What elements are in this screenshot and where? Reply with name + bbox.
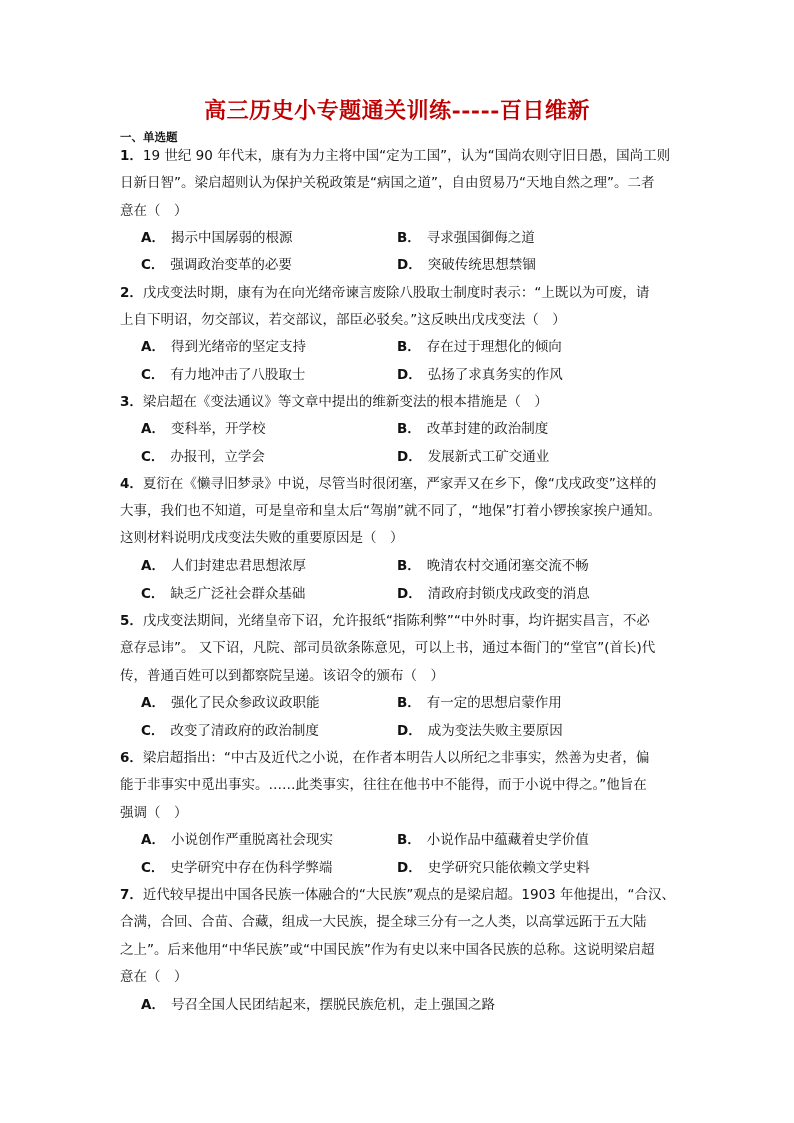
question-1-line-1: 1．19 世纪 90 年代末，康有为力主将中国“定为工国”，认为“国尚农则守旧日愚，国尚工则 (120, 148, 671, 164)
option-a: A． 强化了民众参政议政职能 (141, 695, 320, 711)
option-b: B． 寻求强国御侮之道 (397, 230, 535, 246)
question-6-line-1: 6．梁启超指出：“中古及近代之小说，在作者本明告人以所纪之非事实，然善为史者，偏 (120, 750, 650, 766)
question-7-line-3: 之上”。后来他用“中华民族”或“中国民族”作为有史以来中国各民族的总称。这说明梁启超 (120, 942, 655, 958)
option-c: C． 史学研究中存在伪科学弊端 (141, 860, 333, 876)
question-6-line-3: 强调（ ） (120, 805, 188, 821)
option-c: C． 改变了清政府的政治制度 (141, 723, 319, 739)
option-d: D． 突破传统思想禁锢 (397, 257, 536, 273)
question-number: 5． (120, 613, 143, 629)
question-5-line-3: 传，普通百姓可以到都察院呈递。该诏令的颁布（ ） (120, 668, 444, 684)
question-2-line-2: 上自下明诏，勿交部议，若交部议，部臣必驳矣。”这反映出戊戌变法（ ） (120, 312, 566, 328)
question-7-line-2: 合满，合回、合苗、合藏，组成一大民族，提全球三分有一之人类，以高掌远跖于五大陆 (120, 914, 647, 930)
question-1-line-2: 日新日智”。梁启超则认为保护关税政策是“病国之道”，自由贸易乃“天地自然之理”。二者 (120, 175, 655, 191)
option-b: B． 改革封建的政治制度 (397, 421, 549, 437)
option-c: C． 缺乏广泛社会群众基础 (141, 586, 306, 602)
option-a: A． 得到光绪帝的坚定支持 (141, 339, 306, 355)
question-number: 3． (120, 394, 143, 410)
option-a: A． 人们封建忠君思想浓厚 (141, 558, 306, 574)
question-3-line-1: 3．梁启超在《变法通议》等文章中提出的维新变法的根本措施是（ ） (120, 394, 548, 410)
option-a: A． 小说创作严重脱离社会现实 (141, 832, 333, 848)
question-4-line-2: 大事，我们也不知道，可是皇帝和皇太后“驾崩”就不同了，“地保”打着小锣挨家挨户通知。 (120, 503, 661, 519)
question-4-line-3: 这则材料说明戊戌变法失败的重要原因是（ ） (120, 530, 404, 546)
question-number: 4． (120, 476, 143, 492)
question-5-line-2: 意存忌讳”。 又下诏，凡院、部司员欲条陈意见，可以上书，通过本衙门的“堂官”(首长)代 (120, 640, 656, 656)
option-d: D． 发展新式工矿交通业 (397, 449, 550, 465)
question-2-line-1: 2．戊戌变法时期，康有为在向光绪帝谏言废除八股取士制度时表示：“上既以为可废，请 (120, 285, 650, 301)
option-b: B． 晚清农村交通闭塞交流不畅 (397, 558, 589, 574)
option-d: D． 史学研究只能依赖文学史料 (397, 860, 590, 876)
question-number: 1． (120, 148, 143, 164)
option-d: D． 成为变法失败主要原因 (397, 723, 563, 739)
option-c: C． 强调政治变革的必要 (141, 257, 292, 273)
option-b: B． 小说作品中蕴藏着史学价值 (397, 832, 589, 848)
option-c: C． 有力地冲击了八股取士 (141, 367, 306, 383)
question-number: 6． (120, 750, 143, 766)
option-c: C． 办报刊，立学会 (141, 449, 265, 465)
question-6-line-2: 能于非事实中觅出事实。……此类事实，往往在他书中不能得，而于小说中得之。”他旨在 (120, 777, 647, 793)
option-b: B． 存在过于理想化的倾向 (397, 339, 562, 355)
option-b: B． 有一定的思想启蒙作用 (397, 695, 562, 711)
option-d: D． 弘扬了求真务实的作风 (397, 367, 563, 383)
section-heading: 一、单选题 (120, 130, 178, 144)
question-number: 7． (120, 887, 143, 903)
option-a: A． 变科举，开学校 (141, 421, 266, 437)
option-a: A． 号召全国人民团结起来，摆脱民族危机，走上强国之路 (141, 997, 495, 1013)
document-title: 高三历史小专题通关训练-----百日维新 (204, 98, 590, 124)
question-number: 2． (120, 285, 143, 301)
question-7-line-4: 意在（ ） (120, 969, 188, 985)
option-d: D． 清政府封锁戊戌政变的消息 (397, 586, 590, 602)
question-5-line-1: 5．戊戌变法期间，光绪皇帝下诏，允许报纸“指陈利弊”“中外时事，均许据实昌言，不必 (120, 613, 650, 629)
question-1-line-3: 意在（ ） (120, 203, 188, 219)
question-7-line-1: 7．近代较早提出中国各民族一体融合的“大民族”观点的是梁启超。1903 年他提出，“合汉、 (120, 887, 676, 903)
question-4-line-1: 4．夏衍在《懒寻旧梦录》中说，尽管当时很闭塞，严家弄又在乡下，像“戊戌政变”这样的 (120, 476, 657, 492)
option-a: A． 揭示中国孱弱的根源 (141, 230, 293, 246)
